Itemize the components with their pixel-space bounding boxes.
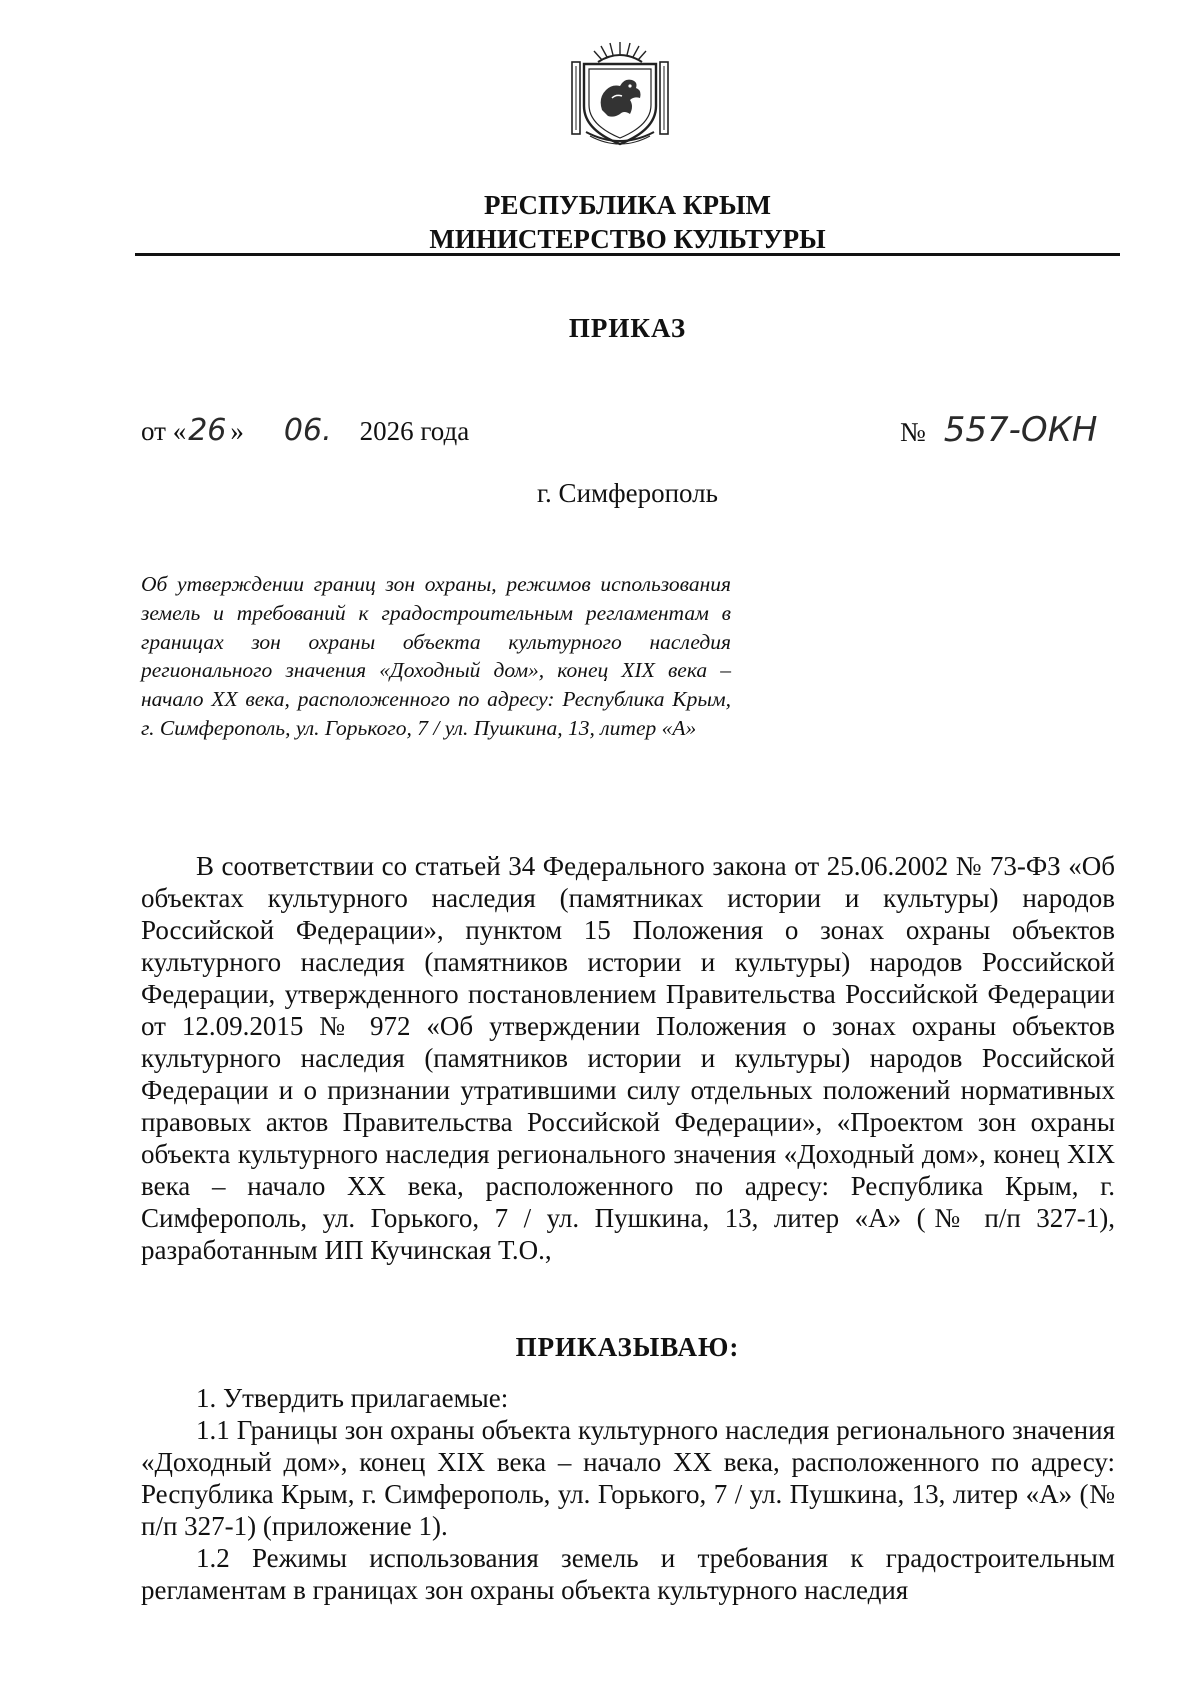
document-type-title: ПРИКАЗ [568, 313, 687, 343]
order-items [141, 1382, 1115, 1606]
order-item: 1.2 Режимы использования земель и требования к градостроительным регламентам в границах зон охраны объекта культурного наследия [141, 1543, 1115, 1605]
header-republic: РЕСПУБЛИКА КРЫМ [483, 190, 771, 220]
decree-heading: ПРИКАЗЫВАЮ: [515, 1332, 740, 1362]
header-ministry: МИНИСТЕРСТВО КУЛЬТУРЫ [429, 224, 826, 254]
date-day-handwritten: 26 [188, 413, 227, 448]
issue-city: г. Симферополь [537, 478, 718, 508]
order-subject: Об утверждении границ зон охраны, режимов использования земель и требований к градостроительным регламентам в границах зон охраны объекта культурного наследия регионального значения «Доходный дом», конец XIX века – начало XX века, расположенного по адресу: Республика Крым, г. Симферополь, ул. Горького, 7 / ул. Пушкина, 13, литер «А» [141, 572, 731, 740]
order-date [141, 413, 469, 448]
date-month-handwritten: 06. [283, 413, 332, 448]
number-sign: № [900, 417, 926, 447]
number-handwritten: 557-ОКН [943, 410, 1098, 450]
order-item: 1.1 Границы зон охраны объекта культурного наследия регионального значения «Доходный дом», конец XIX века – начало XX века, расположенного по адресу: Республика Крым, г. Симферополь, ул. Горького, 7 / ул. Пушкина, 13, литер «А» (№ п/п 327-1) (приложение 1). [141, 1415, 1115, 1541]
date-year: 2026 года [359, 416, 470, 446]
order-number [900, 410, 1097, 450]
date-quote-close: » [230, 416, 244, 446]
preamble-paragraph: В соответствии со статьей 34 Федерального закона от 25.06.2002 № 73-ФЗ «Об объектах культурного наследия (памятниках истории и культуры) народов Российской Федерации», пунктом 15 Положения о зонах охраны объектов культурного наследия (памятников истории и культуры) народов Российской Федерации, утвержденного постановлением Правительства Российской Федерации от 12.09.2015 № 972 «Об утверждении Положения о зонах охраны объектов культурного наследия (памятников истории и культуры) народов Российской Федерации и о признании утратившими силу отдельных положений нормативных правовых актов Правительства Российской Федерации», «Проектом зон охраны объекта культурного наследия регионального значения «Доходный дом», конец XIX века – начало XX века, расположенного по адресу: Республика Крым, г. Симферополь, ул. Горького, 7 / ул. Пушкина, 13, литер «А» (№ п/п 327-1), разработанным ИП Кучинская Т.О., [141, 851, 1115, 1265]
issuer-header [135, 188, 1120, 256]
crimea-coat-of-arms-icon [568, 40, 672, 150]
header-divider [135, 253, 1120, 256]
date-prefix: от « [141, 416, 187, 446]
order-item: 1. Утвердить прилагаемые: [196, 1383, 509, 1413]
preamble [141, 850, 1115, 1266]
